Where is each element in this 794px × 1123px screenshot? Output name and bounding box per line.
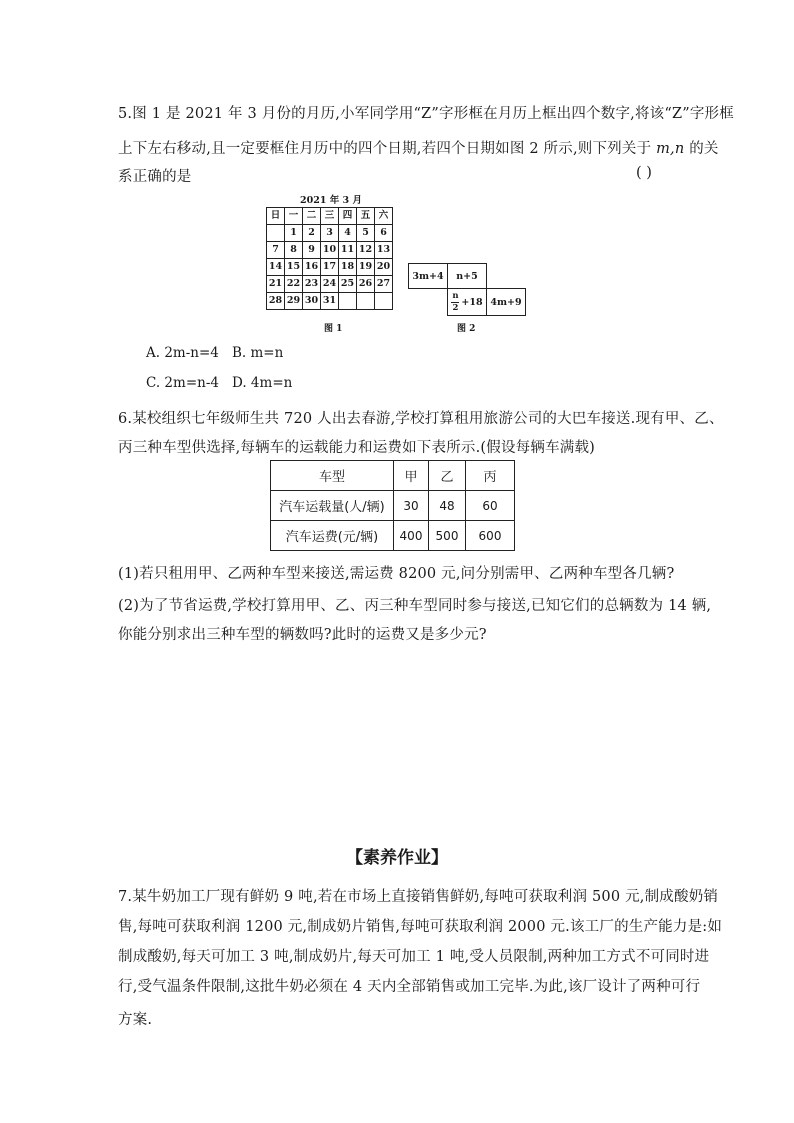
fraction-numerator: n xyxy=(452,290,459,301)
option-a: A. 2m-n=4 xyxy=(146,345,219,361)
date-cell: 27 xyxy=(375,276,393,293)
table-cell: 30 xyxy=(394,491,429,521)
calendar-week-row xyxy=(267,242,393,259)
date-cell: 9 xyxy=(303,242,321,259)
header-jia: 甲 xyxy=(394,461,429,491)
date-cell: 19 xyxy=(357,259,375,276)
date-cell: 4 xyxy=(339,225,357,242)
calendar-title: 2021 年 3 月 xyxy=(300,195,362,206)
q5-line-1: 5.图 1 是 2021 年 3 月份的月历,小军同学用“Z”字形框在月历上框出四个数字,将该“Z”字形框 xyxy=(118,106,734,122)
option-b: B. m=n xyxy=(232,345,284,361)
q6-line-2: 丙三种车型供选择,每辆车的运载能力和运费如下表所示.(假设每辆车满载) xyxy=(118,440,596,456)
z-box-top-left: 3m+4 xyxy=(408,263,448,289)
date-cell: 13 xyxy=(375,242,393,259)
date-cell: 31 xyxy=(321,293,339,310)
option-d: D. 4m=n xyxy=(232,375,293,391)
date-cell xyxy=(267,225,285,242)
row-label: 汽车运载量(人/辆) xyxy=(271,491,394,521)
date-cell: 29 xyxy=(285,293,303,310)
header-vehicle-type: 车型 xyxy=(271,461,394,491)
weekday-cell: 五 xyxy=(357,208,375,225)
date-cell: 26 xyxy=(357,276,375,293)
q5-line-3: 系正确的是 xyxy=(118,169,192,185)
calendar-week-row xyxy=(267,259,393,276)
weekday-cell: 三 xyxy=(321,208,339,225)
date-cell: 14 xyxy=(267,259,285,276)
q5-line-2 xyxy=(118,137,719,158)
date-cell: 16 xyxy=(303,259,321,276)
z-box-bottom-left-rest: +18 xyxy=(461,296,483,308)
date-cell: 17 xyxy=(321,259,339,276)
z-box-top-right: n+5 xyxy=(447,263,487,289)
date-cell xyxy=(375,293,393,310)
vehicle-table-row xyxy=(271,521,515,551)
date-cell: 25 xyxy=(339,276,357,293)
q5-line-2-pre: 上下左右移动,且一定要框住月历中的四个日期,若四个日期如图 2 所示,则下列关于 xyxy=(118,141,657,157)
row-label: 汽车运费(元/辆) xyxy=(271,521,394,551)
answer-parentheses: ( ) xyxy=(636,165,652,181)
q5-line-2-post: 的关 xyxy=(684,141,719,157)
vehicle-table-header xyxy=(271,461,515,491)
weekday-cell: 六 xyxy=(375,208,393,225)
date-cell: 8 xyxy=(285,242,303,259)
table-cell: 60 xyxy=(466,491,515,521)
header-yi: 乙 xyxy=(429,461,466,491)
weekday-cell: 一 xyxy=(285,208,303,225)
date-cell: 11 xyxy=(339,242,357,259)
calendar-week-row xyxy=(267,276,393,293)
date-cell: 7 xyxy=(267,242,285,259)
option-c: C. 2m=n-4 xyxy=(146,375,219,391)
calendar-week-row xyxy=(267,293,393,310)
date-cell: 2 xyxy=(303,225,321,242)
weekday-cell: 日 xyxy=(267,208,285,225)
date-cell: 21 xyxy=(267,276,285,293)
date-cell: 24 xyxy=(321,276,339,293)
date-cell: 10 xyxy=(321,242,339,259)
date-cell: 22 xyxy=(285,276,303,293)
calendar-weekday-row xyxy=(267,208,393,225)
table-cell: 400 xyxy=(394,521,429,551)
date-cell: 12 xyxy=(357,242,375,259)
z-box-bottom-right: 4m+9 xyxy=(486,288,526,316)
fraction-n-over-2 xyxy=(451,292,459,313)
date-cell: 23 xyxy=(303,276,321,293)
date-cell xyxy=(339,293,357,310)
q6-line-1: 6.某校组织七年级师生共 720 人出去春游,学校打算租用旅游公司的大巴车接送.现有甲、乙、 xyxy=(118,411,724,427)
q7-line-5: 方案. xyxy=(118,1012,153,1028)
q6-part-2-line-1: (2)为了节省运费,学校打算用甲、乙、丙三种车型同时参与接送,已知它们的总辆数为 14 辆, xyxy=(118,598,712,614)
date-cell: 18 xyxy=(339,259,357,276)
date-cell: 5 xyxy=(357,225,375,242)
date-cell: 20 xyxy=(375,259,393,276)
vehicle-table xyxy=(270,460,515,551)
q6-part-2-line-2: 你能分别求出三种车型的辆数吗?此时的运费又是多少元? xyxy=(118,627,487,643)
z-box-bottom-left xyxy=(447,288,487,316)
q5-line-2-vars: m,n xyxy=(656,141,685,157)
weekday-cell: 二 xyxy=(303,208,321,225)
figure-2-caption: 图 2 xyxy=(457,324,476,334)
fraction-denominator: 2 xyxy=(452,302,459,313)
section-title: 【素养作业】 xyxy=(346,848,448,868)
vehicle-table-row xyxy=(271,491,515,521)
q7-line-1: 7.某牛奶加工厂现有鲜奶 9 吨,若在市场上直接销售鲜奶,每吨可获取利润 500 元,制成酸奶销 xyxy=(118,889,719,905)
table-cell: 48 xyxy=(429,491,466,521)
calendar-week-row xyxy=(267,225,393,242)
weekday-cell: 四 xyxy=(339,208,357,225)
q7-line-3: 制成酸奶,每天可加工 3 吨,制成奶片,每天可加工 1 吨,受人员限制,两种加工方式不可同时进 xyxy=(118,949,710,965)
date-cell xyxy=(357,293,375,310)
q7-line-2: 售,每吨可获取利润 1200 元,制成奶片销售,每吨可获取利润 2000 元.该工厂的生产能力是:如 xyxy=(118,919,723,935)
date-cell: 1 xyxy=(285,225,303,242)
date-cell: 30 xyxy=(303,293,321,310)
date-cell: 6 xyxy=(375,225,393,242)
figure-1-caption: 图 1 xyxy=(324,324,343,334)
table-cell: 500 xyxy=(429,521,466,551)
q6-part-1: (1)若只租用甲、乙两种车型来接送,需运费 8200 元,问分别需甲、乙两种车型各几辆? xyxy=(118,566,675,582)
calendar-table xyxy=(266,207,393,310)
date-cell: 28 xyxy=(267,293,285,310)
q7-line-4: 行,受气温条件限制,这批牛奶必须在 4 天内全部销售或加工完毕.为此,该厂设计了两种可行 xyxy=(118,979,701,995)
header-bing: 丙 xyxy=(466,461,515,491)
date-cell: 15 xyxy=(285,259,303,276)
date-cell: 3 xyxy=(321,225,339,242)
table-cell: 600 xyxy=(466,521,515,551)
